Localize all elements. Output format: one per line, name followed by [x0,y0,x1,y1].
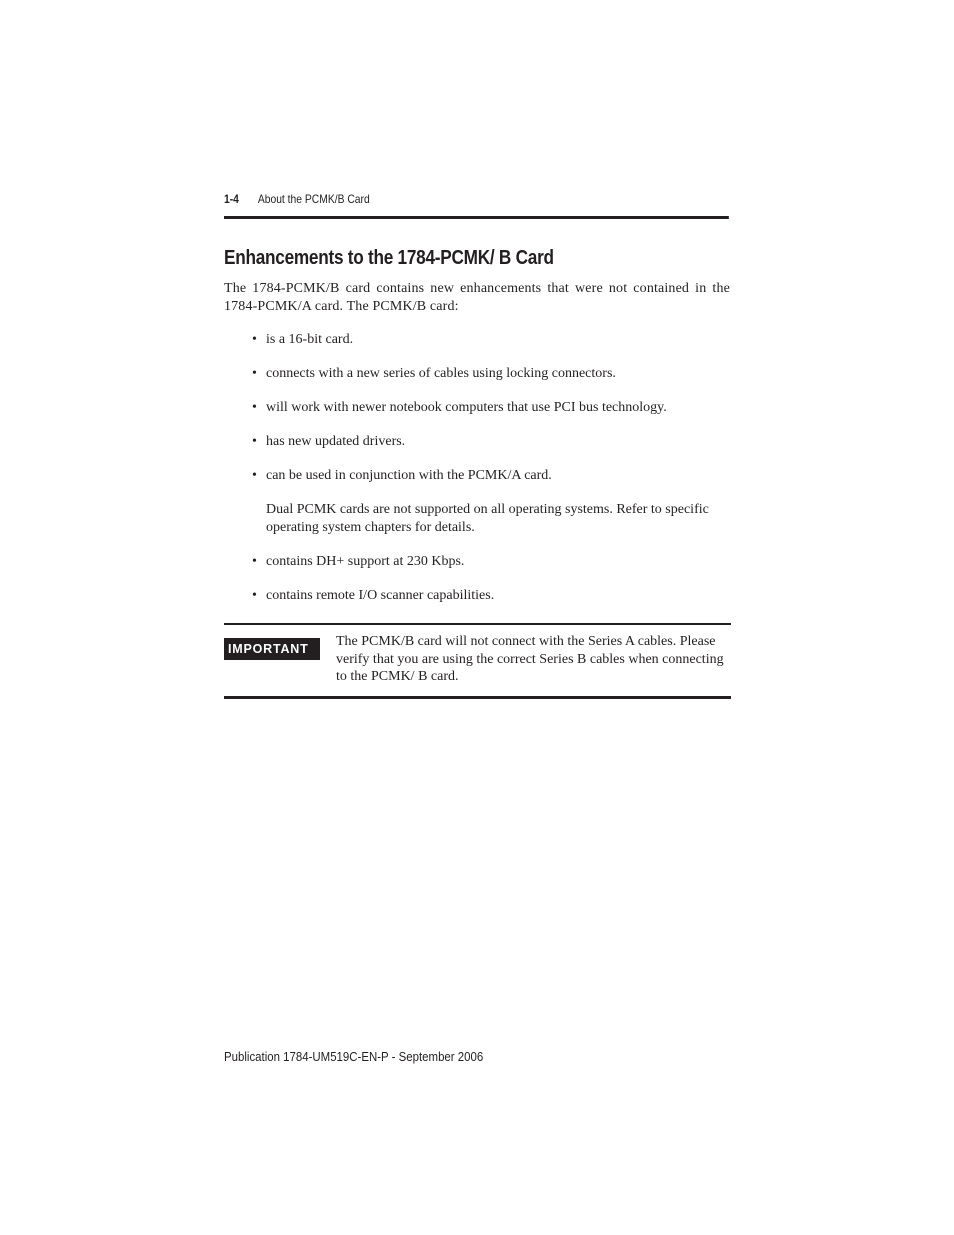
important-callout [224,623,731,699]
list-item [252,587,730,605]
list-item-text: can be used in conjunction with the PCMK/A card. [266,468,552,484]
list-item [252,331,730,349]
list-item-text: contains DH+ support at 230 Kbps. [266,554,465,570]
list-item [252,433,730,451]
list-item-text: contains remote I/O scanner capabilities. [266,588,495,604]
important-badge: IMPORTANT [224,638,320,660]
running-title: About the PCMK/B Card [257,192,370,206]
important-text: The PCMK/B card will not connect with the Series A cables. Please verify that you are using the correct Series B cables when connecting to the PCMK/ B card. [336,634,724,684]
list-item-note: Dual PCMK cards are not supported on all operating systems. Refer to specific operating system chapters for details. [266,502,709,535]
bullet-icon: • [252,468,257,484]
intro-paragraph: The 1784-PCMK/B card contains new enhancements that were not contained in the 1784-PCMK/A card. The PCMK/B card: [224,281,730,314]
list-item [252,365,730,383]
bullet-icon: • [252,366,257,382]
feature-list [252,331,730,621]
page-header [224,192,729,219]
bullet-icon: • [252,332,257,347]
list-item-text: connects with a new series of cables using locking connectors. [266,366,616,382]
list-item [252,467,730,536]
section-title: Enhancements to the 1784-PCMK/ B Card [224,247,554,269]
list-item [252,553,730,571]
bullet-icon: • [252,588,257,604]
list-item-text: will work with newer notebook computers that use PCI bus technology. [266,400,667,416]
list-item [252,399,730,417]
publication-footer: Publication 1784-UM519C-EN-P - September 2006 [224,1049,484,1064]
bullet-icon: • [252,434,257,450]
bullet-icon: • [252,400,257,416]
list-item-text: has new updated drivers. [266,434,406,450]
page-number: 1-4 [224,192,239,206]
bullet-icon: • [252,554,257,570]
list-item-text: is a 16-bit card. [266,332,354,347]
